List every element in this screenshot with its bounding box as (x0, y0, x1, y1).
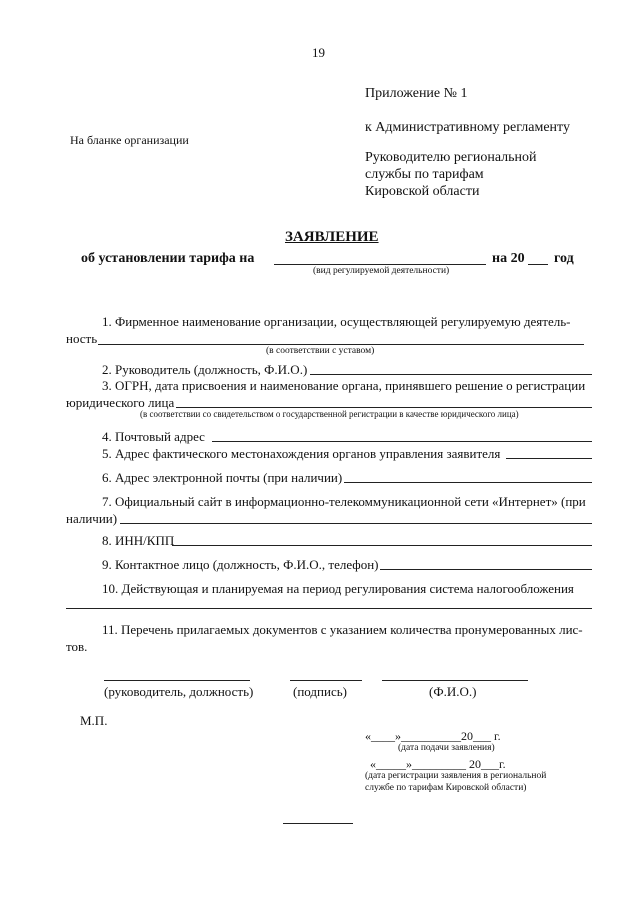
page-number: 19 (312, 45, 325, 60)
fio-signature-line[interactable] (382, 680, 528, 681)
document-title: ЗАЯВЛЕНИЕ (285, 229, 379, 245)
activity-type-hint: (вид регулируемой деятельности) (313, 266, 450, 276)
fio-caption: (Ф.И.О.) (429, 684, 477, 699)
letterhead-label: На бланке организации (70, 133, 189, 147)
item-3-field[interactable] (176, 407, 592, 408)
register-date-line[interactable]: «_____»_________ 20___г. (370, 757, 506, 771)
regulation-label: к Административному регламенту (365, 120, 570, 135)
head-signature-line[interactable] (104, 680, 250, 681)
item-1-text: 1. Фирменное наименование организации, осуществляющей регулируемую деятель- (102, 314, 571, 329)
head-caption: (руководитель, должность) (104, 684, 254, 699)
activity-type-field[interactable] (274, 264, 486, 265)
item-10-text: 10. Действующая и планируемая на период регулирования система налогообложения (102, 581, 574, 596)
sign-caption: (подпись) (293, 684, 347, 699)
submit-date-line[interactable]: «____»__________20___ г. (365, 729, 501, 743)
item-4-text: 4. Почтовый адрес (102, 429, 205, 444)
item-9-text: 9. Контактное лицо (должность, Ф.И.О., телефон) (102, 557, 379, 572)
stamp-label: М.П. (80, 713, 108, 728)
item-3-text: 3. ОГРН, дата присвоения и наименование органа, принявшего решение о регистрации (102, 378, 586, 393)
register-date-hint-2: службе по тарифам Кировской области) (365, 783, 527, 793)
item-6-text: 6. Адрес электронной почты (при наличии) (102, 470, 343, 485)
item-10-field[interactable] (66, 608, 592, 609)
item-5-field[interactable] (506, 458, 592, 459)
addressee-line-1: Руководителю региональной (365, 150, 537, 165)
subtitle-year: на 20 (492, 251, 525, 266)
item-9-field[interactable] (380, 569, 592, 570)
item-11-text: 11. Перечень прилагаемых документов с указанием количества пронумерованных лис- (102, 622, 583, 637)
item-3-hint: (в соответствии со свидетельством о государственной регистрации в качестве юридического лица) (140, 409, 519, 419)
item-7-text: 7. Официальный сайт в информационно-телекоммуникационной сети «Интернет» (при (102, 494, 586, 509)
item-1-field[interactable] (98, 344, 584, 345)
item-8-field[interactable] (172, 545, 592, 546)
item-2-field[interactable] (310, 374, 592, 375)
item-4-field[interactable] (212, 441, 592, 442)
item-1-cont: ность (66, 331, 98, 346)
subtitle-god: год (554, 251, 574, 266)
item-1-hint: (в соответствии с уставом) (266, 346, 375, 356)
item-6-field[interactable] (344, 482, 592, 483)
item-2-text: 2. Руководитель (должность, Ф.И.О.) (102, 362, 308, 377)
item-3-cont: юридического лица (66, 395, 175, 410)
item-7-field[interactable] (120, 523, 592, 524)
year-field[interactable] (528, 264, 548, 265)
subtitle-left: об установлении тарифа на (81, 251, 255, 266)
addressee-line-3: Кировской области (365, 184, 480, 199)
submit-date-hint: (дата подачи заявления) (398, 743, 495, 753)
item-5-text: 5. Адрес фактического местонахождения органов управления заявителя (102, 446, 501, 461)
appendix-label: Приложение № 1 (365, 86, 468, 101)
item-7-cont: наличии) (66, 511, 118, 526)
sign-signature-line[interactable] (290, 680, 362, 681)
bottom-divider (283, 823, 353, 824)
register-date-hint-1: (дата регистрации заявления в региональной (365, 771, 547, 781)
item-8-text: 8. ИНН/КПП (102, 533, 175, 548)
item-11-cont: тов. (66, 639, 88, 654)
addressee-line-2: службы по тарифам (365, 167, 484, 182)
